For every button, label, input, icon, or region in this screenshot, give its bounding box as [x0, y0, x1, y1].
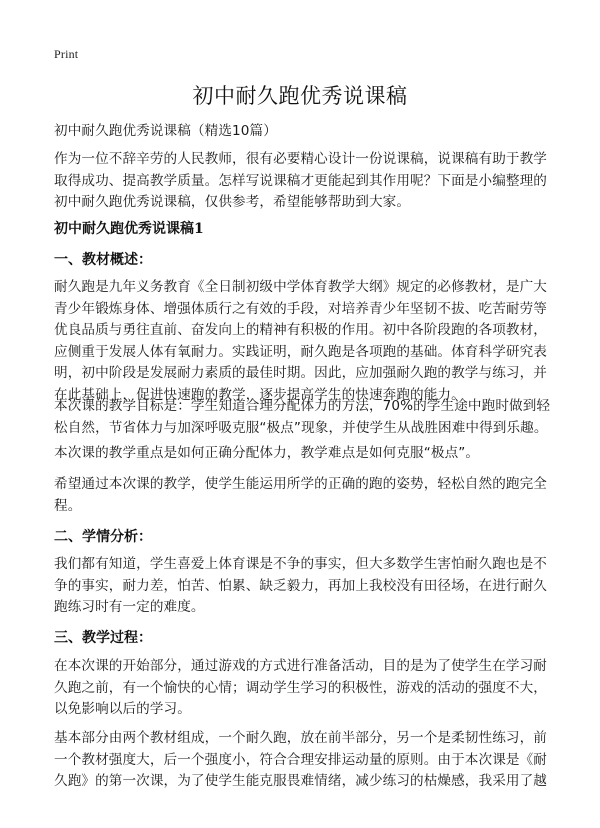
print-label: Print [54, 47, 79, 61]
paragraph-student-analysis: 我们都有知道，学生喜爱上体育课是不争的事实，但大多数学生害怕耐久跑也是不争的事实，耐力差，怕苦、怕累、缺乏毅力，再加上我校没有田径场，在进行耐久跑练习时有一定的难度。 [54, 556, 547, 615]
document-subtitle: 初中耐久跑优秀说课稿（精选10篇） [54, 123, 277, 139]
paragraph-teaching-goals: 本次课的教学目标是：学生知道合理分配体力的方法，70%的学生途中跑时做到轻松自然，节省体力与加深呼吸克服“极点”现象，并使学生从战胜困难中得到乐趣。 [54, 398, 551, 436]
paragraph-opening-part: 在本次课的开始部分，通过游戏的方式进行准备活动，目的是为了使学生在学习耐久跑之前，有一个愉快的心情；调动学生学习的积极性，游戏的活动的强度不大，以免影响以后的学习。 [54, 658, 547, 717]
paragraph-expectation: 希望通过本次课的教学，使学生能运用所学的正确的跑的姿势，轻松自然的跑完全程。 [54, 476, 547, 514]
intro-paragraph: 作为一位不辞辛劳的人民教师，很有必要精心设计一份说课稿，说课稿有助于教学取得成功、提高教学质量。怎样写说课稿才更能起到其作用呢？下面是小编整理的初中耐久跑优秀说课稿，仅供参考，希望能够帮助到大家。 [54, 151, 547, 210]
article-heading: 初中耐久跑优秀说课稿1 [54, 221, 204, 237]
paragraph-materials-overview: 耐久跑是九年义务教育《全日制初级中学体育教学大纲》规定的必修教材，是广大青少年锻炼身体、增强体质行之有效的手段，对培养青少年坚韧不拔、吃苦耐劳等优良品质与勇往直前、奋发向上的精神有积极的作用。初中各阶段跑的各项教材，应侧重于发展人体有氧耐力。实践证明，耐久跑是各项跑的基础。体育科学研究表明，初中阶段是发展耐力素质的最佳时期。因此，应加强耐久跑的教学与练习，并在此基础上，促进快速跑的教学，逐步提高学生的快速奔跑的能力。 [54, 279, 547, 403]
paragraph-basic-part: 基本部分由两个教材组成，一个耐久跑，放在前半部分，另一个是柔韧性练习，前一个教材强度大，后一个强度小，符合合理安排运动量的原则。由于本次课是《耐久跑》的第一次课，为了使学生能克服畏难情绪，减少练习的枯燥感，我采用了越 [54, 730, 547, 789]
document-title: 初中耐久跑优秀说课稿 [192, 84, 408, 108]
paragraph-key-points: 本次课的教学重点是如何正确分配体力，教学难点是如何克服“极点”。 [54, 445, 480, 461]
section-heading-materials: 一、教材概述： [54, 252, 152, 268]
section-heading-teaching-process: 三、教学过程： [54, 630, 152, 646]
section-heading-student-analysis: 二、学情分析： [54, 529, 152, 545]
